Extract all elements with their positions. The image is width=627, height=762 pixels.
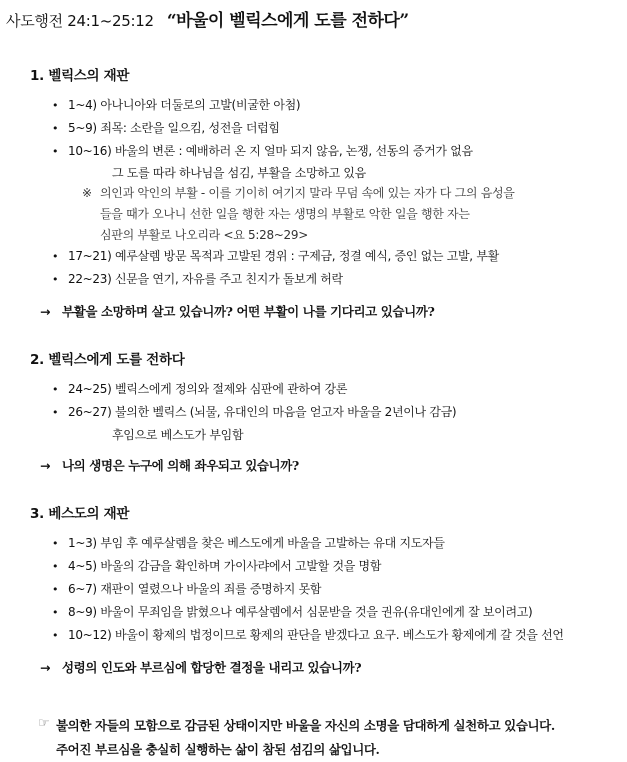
list-item-continuation: 후임으로 베스도가 부임함 [112, 428, 244, 442]
pointing-hand-icon: ☞ [38, 716, 50, 731]
list-item: • 10~12) 바울이 황제의 법정이므로 황제의 판단을 받겠다고 요구. 베스도가 황제에게 갈 것을 선언 [52, 628, 564, 642]
conclusion-line: 주어진 부르심을 충실히 실행하는 삶이 참된 섬김의 삶입니다. [56, 742, 380, 757]
list-item: • 22~23) 신문을 연기, 자유를 주고 친지가 돌보게 허락 [52, 272, 343, 286]
list-item: • 6~7) 재판이 열렸으나 바울의 죄를 증명하지 못함 [52, 582, 322, 596]
scripture-note-line: 들을 때가 오나니 선한 일을 행한 자는 생명의 부활로 악한 일을 행한 자는 [100, 207, 470, 221]
section-title: 3. 베스도의 재판 [30, 506, 130, 522]
list-item: • 4~5) 바울의 감금을 확인하며 가이사랴에서 고발할 것을 명함 [52, 559, 382, 573]
arrow-icon: → [40, 660, 51, 675]
list-item: • 8~9) 바울이 무죄임을 밝혔으나 예루살렘에서 심문받을 것을 권유(유대인에게 잘 보이려고) [52, 605, 533, 619]
list-item-continuation: 그 도를 따라 하나님을 섬김, 부활을 소망하고 있음 [112, 166, 366, 180]
scripture-note: ※ 의인과 악인의 부활 - 이를 기이히 여기지 말라 무덤 속에 있는 자가 다 그의 음성을 [82, 186, 515, 200]
conclusion-line: 불의한 자들의 모함으로 감금된 상태이지만 바울을 자신의 소명을 담대하게 실천하고 있습니다. [56, 718, 555, 733]
reflection-question: → 부활을 소망하며 살고 있습니까? 어떤 부활이 나를 기다리고 있습니까? [40, 304, 435, 319]
list-item: • 1~3) 부임 후 예루살렘을 찾은 베스도에게 바울을 고발하는 유대 지도자들 [52, 536, 445, 550]
arrow-icon: → [40, 304, 51, 319]
arrow-icon: → [40, 458, 51, 473]
list-item: • 5~9) 죄목: 소란을 일으킴, 성전을 더럽힘 [52, 121, 280, 135]
reflection-question: → 나의 생명은 누구에 의해 좌우되고 있습니까? [40, 458, 299, 473]
list-item: • 1~4) 아나니아와 더둘로의 고발(비굴한 아첨) [52, 98, 301, 112]
document-header [6, 6, 409, 31]
document-title: “바울이 벨릭스에게 도를 전하다” [166, 11, 409, 31]
scripture-reference: 사도행전 24:1~25:12 [6, 12, 154, 30]
section-title: 1. 벨릭스의 재판 [30, 68, 130, 84]
list-item: • 24~25) 벨릭스에게 정의와 절제와 심판에 관하여 강론 [52, 382, 348, 396]
section-title: 2. 벨릭스에게 도를 전하다 [30, 352, 185, 368]
list-item: • 17~21) 예루살렘 방문 목적과 고발된 경위 : 구제금, 정결 예식, 증인 없는 고발, 부활 [52, 249, 499, 263]
scripture-note-line: 심판의 부활로 나오리라 <요 5:28~29> [100, 228, 308, 242]
list-item: • 26~27) 불의한 벨릭스 (뇌물, 유대인의 마음을 얻고자 바울을 2년이나 감금) [52, 405, 457, 419]
list-item: • 10~16) 바울의 변론 : 예배하러 온 지 얼마 되지 않음, 논쟁, 선동의 증거가 없음 [52, 144, 473, 158]
reflection-question: → 성령의 인도와 부르심에 합당한 결정을 내리고 있습니까? [40, 660, 362, 675]
